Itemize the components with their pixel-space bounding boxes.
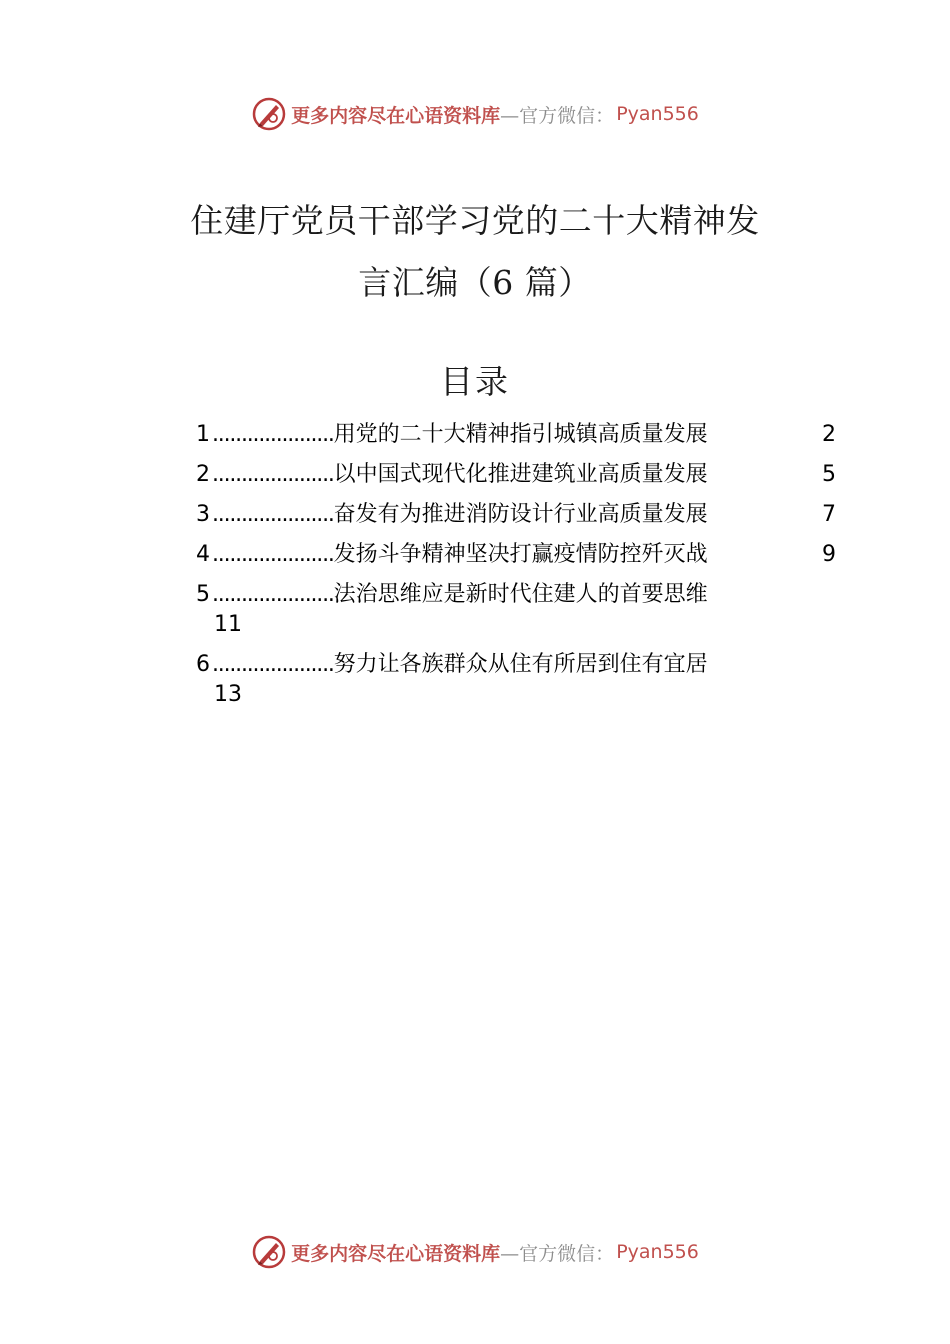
banner-wechat-id: Pyan556 — [616, 103, 699, 125]
toc-entry-number: 6 — [196, 652, 210, 677]
toc-leader-dots: ..................... — [212, 462, 334, 487]
toc-entry-title: 努力让各族群众从住有所居到住有宜居 — [333, 652, 708, 677]
header-banner — [0, 94, 950, 134]
toc-entry-title: 发扬斗争精神坚决打赢疫情防控歼灭战 — [333, 542, 708, 567]
toc-entry-page: 7 — [822, 502, 836, 527]
toc-leader-dots: ..................... — [212, 652, 334, 677]
toc-entry-number: 2 — [196, 462, 210, 487]
toc-entry-5[interactable] — [196, 580, 856, 650]
toc-entry-3[interactable] — [196, 500, 856, 540]
toc-entry-6[interactable] — [196, 650, 856, 720]
footer-banner — [0, 1232, 950, 1272]
toc-entry-title: 奋发有为推进消防设计行业高质量发展 — [333, 502, 708, 527]
toc-entry-number: 3 — [196, 502, 210, 527]
document-title-line2: 言汇编（6 篇） — [358, 263, 592, 302]
toc-entry-page: 2 — [822, 422, 836, 447]
banner-separator-text: —官方微信： — [500, 104, 615, 127]
toc-entry-page: 11 — [214, 612, 242, 637]
toc-heading: 目录 — [440, 362, 510, 401]
toc-leader-dots: ..................... — [212, 542, 334, 567]
toc-entry-4[interactable] — [196, 540, 856, 580]
toc-entry-page: 9 — [822, 542, 836, 567]
banner-brand-text: 更多内容尽在心语资料库 — [291, 104, 501, 127]
toc-entry-page: 13 — [214, 682, 242, 707]
toc-entry-2[interactable] — [196, 460, 856, 500]
toc-leader-dots: ..................... — [212, 422, 334, 447]
banner-wechat-id: Pyan556 — [616, 1241, 699, 1263]
toc-entry-1[interactable] — [196, 420, 856, 460]
toc-entry-number: 4 — [196, 542, 210, 567]
toc-entry-number: 5 — [196, 582, 210, 607]
banner-brand-text: 更多内容尽在心语资料库 — [291, 1242, 501, 1265]
table-of-contents — [196, 420, 856, 720]
toc-entry-title: 用党的二十大精神指引城镇高质量发展 — [333, 422, 708, 447]
toc-leader-dots: ..................... — [212, 582, 334, 607]
toc-leader-dots: ..................... — [212, 502, 334, 527]
toc-entry-page: 5 — [822, 462, 836, 487]
banner-separator-text: —官方微信： — [500, 1242, 615, 1265]
toc-entry-number: 1 — [196, 422, 210, 447]
toc-entry-title: 法治思维应是新时代住建人的首要思维 — [333, 582, 708, 607]
toc-entry-title: 以中国式现代化推进建筑业高质量发展 — [333, 462, 708, 487]
document-title-line1: 住建厅党员干部学习党的二十大精神发 — [190, 201, 760, 240]
pen-logo-icon — [251, 96, 287, 132]
pen-logo-icon — [251, 1234, 287, 1270]
